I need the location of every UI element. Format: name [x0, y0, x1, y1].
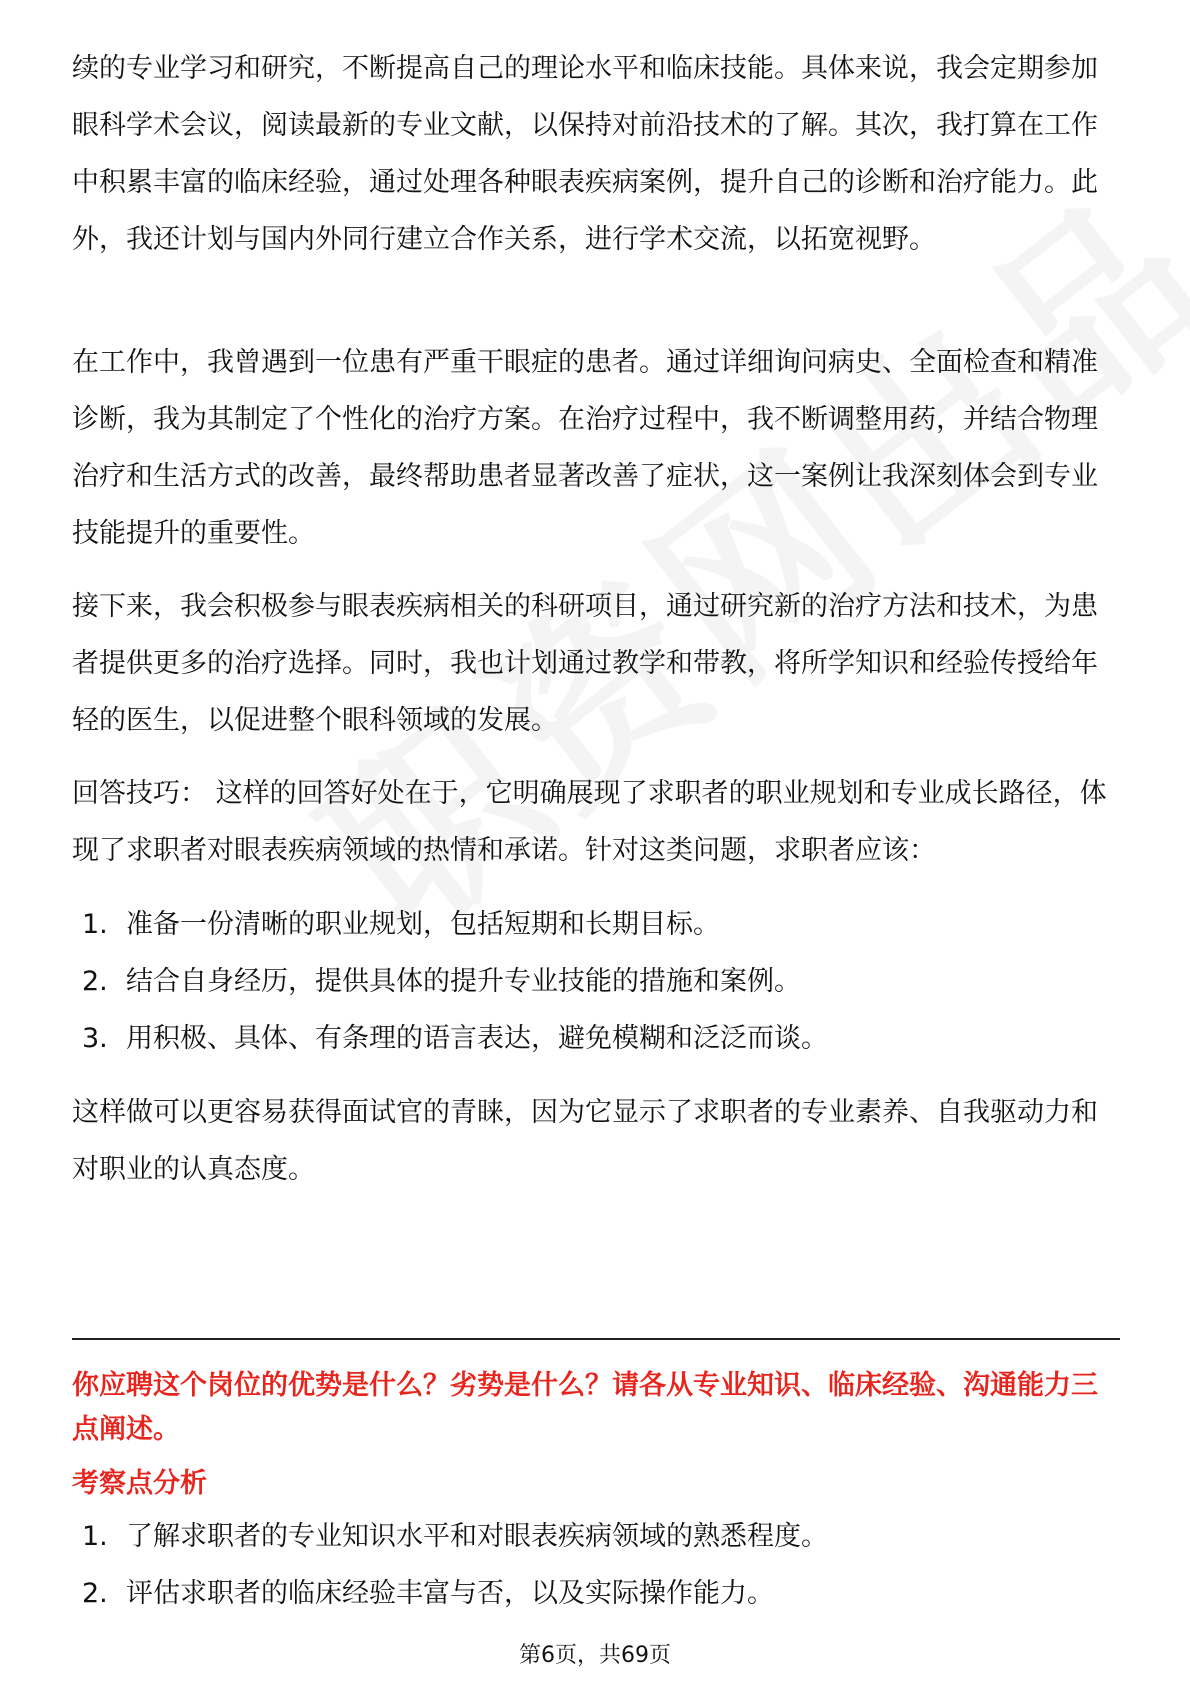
paragraph-answer-tips: 回答技巧： 这样的回答好处在于，它明确展现了求职者的职业规划和专业成长路径，体现了求职者对眼表疾病领域的热情和承诺。针对这类问题，求职者应该：	[72, 778, 1107, 866]
list-item	[82, 1565, 1112, 1622]
section-divider	[72, 1338, 1120, 1340]
interview-question: 你应聘这个岗位的优势是什么？劣势是什么？请各从专业知识、临床经验、沟通能力三点阐述。	[72, 1370, 1098, 1445]
list-number: 1.	[82, 909, 108, 940]
list-text: 了解求职者的专业知识水平和对眼表疾病领域的熟悉程度。	[126, 1521, 828, 1552]
list-text: 用积极、具体、有条理的语言表达，避免模糊和泛泛而谈。	[126, 1023, 828, 1054]
list-text: 准备一份清晰的职业规划，包括短期和长期目标。	[126, 909, 720, 940]
analysis-heading: 考察点分析	[72, 1468, 207, 1499]
list-item	[82, 1010, 1112, 1067]
page-number-footer: 第6页，共69页	[519, 1643, 671, 1668]
paragraph-next-steps: 接下来，我会积极参与眼表疾病相关的科研项目，通过研究新的治疗方法和技术，为患者提供更多的治疗选择。同时，我也计划通过教学和带教，将所学知识和经验传授给年轻的医生，以促进整个眼科领域的发展。	[72, 591, 1098, 736]
tips-list	[82, 896, 1112, 1067]
paragraph-case-example: 在工作中，我曾遇到一位患有严重干眼症的患者。通过详细询问病史、全面检查和精准诊断，我为其制定了个性化的治疗方案。在治疗过程中，我不断调整用药，并结合物理治疗和生活方式的改善，最终帮助患者显著改善了症状，这一案例让我深刻体会到专业技能提升的重要性。	[72, 347, 1098, 549]
list-number: 3.	[82, 1023, 108, 1054]
list-number: 2.	[82, 966, 108, 997]
list-number: 1.	[82, 1521, 108, 1552]
list-number: 2.	[82, 1578, 108, 1609]
paragraph-closing: 这样做可以更容易获得面试官的青睐，因为它显示了求职者的专业素养、自我驱动力和对职业的认真态度。	[72, 1097, 1098, 1185]
list-text: 结合自身经历，提供具体的提升专业技能的措施和案例。	[126, 966, 801, 997]
list-text: 评估求职者的临床经验丰富与否，以及实际操作能力。	[126, 1578, 774, 1609]
list-item	[82, 953, 1112, 1010]
list-item	[82, 1508, 1112, 1565]
analysis-list	[82, 1508, 1112, 1622]
paragraph-career-plan: 续的专业学习和研究，不断提高自己的理论水平和临床技能。具体来说，我会定期参加眼科学术会议，阅读最新的专业文献，以保持对前沿技术的了解。其次，我打算在工作中积累丰富的临床经验，通过处理各种眼表疾病案例，提升自己的诊断和治疗能力。此外，我还计划与国内外同行建立合作关系，进行学术交流，以拓宽视野。	[72, 53, 1098, 255]
list-item	[82, 896, 1112, 953]
